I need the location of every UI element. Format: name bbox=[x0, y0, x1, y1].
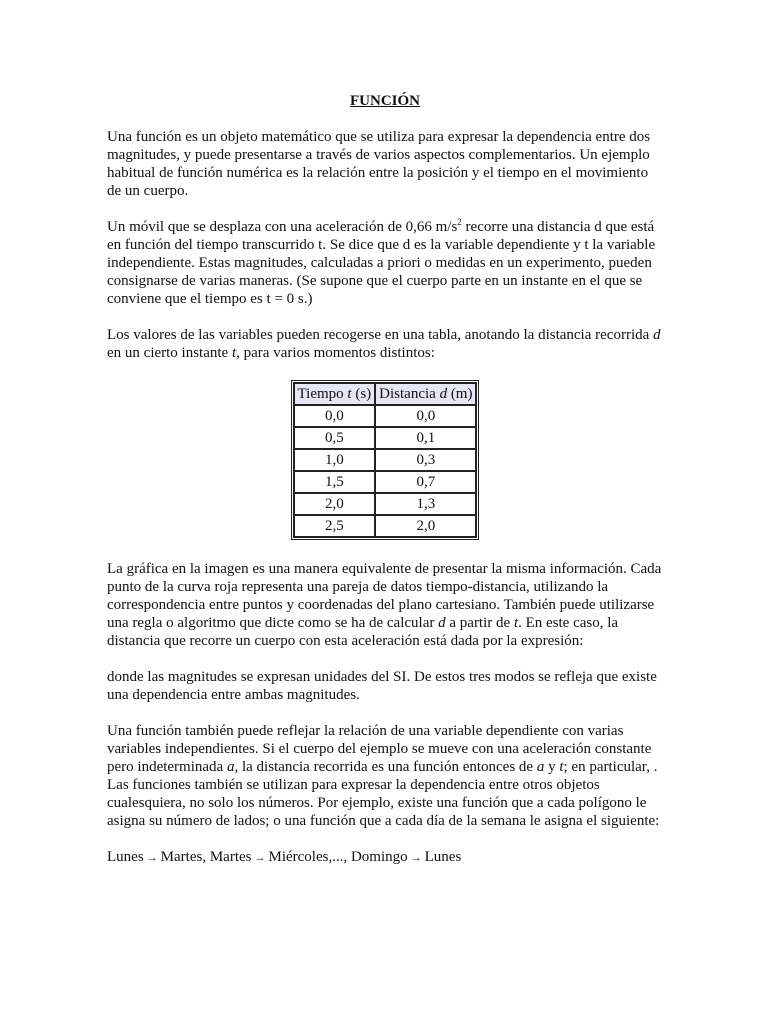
paragraph-tabla-text-b: en un cierto instante bbox=[107, 345, 232, 361]
table-row bbox=[294, 471, 477, 493]
table-cell-tiempo: 1,5 bbox=[294, 471, 376, 493]
day-martes: Martes, Martes bbox=[160, 849, 252, 865]
table-cell-distancia: 1,3 bbox=[375, 493, 476, 515]
paragraph-grafica bbox=[107, 560, 663, 650]
paragraph-tabla-text-a: Los valores de las variables pueden recogerse en una tabla, anotando la distancia recorrida bbox=[107, 327, 654, 343]
column-header-tiempo bbox=[294, 383, 376, 405]
table-cell-tiempo: 0,5 bbox=[294, 427, 376, 449]
column-header-distancia-var: d bbox=[439, 386, 448, 402]
variable-a: a bbox=[536, 759, 545, 775]
column-header-tiempo-var: t bbox=[347, 386, 352, 402]
variable-a: a bbox=[226, 759, 235, 775]
table-cell-distancia: 0,3 bbox=[375, 449, 476, 471]
table-cell-distancia: 0,1 bbox=[375, 427, 476, 449]
table-cell-tiempo: 2,5 bbox=[294, 515, 376, 537]
variable-t: t bbox=[513, 615, 519, 631]
day-lunes: Lunes bbox=[107, 849, 144, 865]
column-header-tiempo-label: Tiempo bbox=[297, 386, 348, 402]
table-cell-distancia: 0,7 bbox=[375, 471, 476, 493]
paragraph-movil-text-b: recorre una distancia d que está en función del tiempo transcurrido t. Se dice que d es la variable dependiente y t la variable independiente. Estas magnitudes, calculadas a priori o medidas en un experimento, pueden consignarse de varias maneras. (Se supone que el cuerpo parte en un instante en el que se conviene que el tiempo es t = 0 s.) bbox=[107, 219, 656, 307]
paragraph-movil-text-a: Un móvil que se desplaza con una aceleración de 0,66 m/s bbox=[107, 219, 458, 235]
table-cell-distancia: 2,0 bbox=[375, 515, 476, 537]
paragraph-grafica-text-c: . En este caso, la distancia que recorre un cuerpo con esta aceleración está dada por la expresión: bbox=[107, 615, 619, 649]
table-row bbox=[294, 405, 477, 427]
days-sequence bbox=[107, 848, 663, 867]
column-header-distancia-unit: (m) bbox=[447, 386, 473, 402]
paragraph-magnitudes-text: donde las magnitudes se expresan unidades del SI. De estos tres modos se refleja que existe una dependencia entre ambas magnitudes. bbox=[107, 669, 657, 703]
arrow-right-icon: → bbox=[146, 852, 158, 864]
table-cell-tiempo: 2,0 bbox=[294, 493, 376, 515]
paragraph-grafica-text-a: La gráfica en la imagen es una manera equivalente de presentar la misma información. Cada punto de la curva roja representa una pareja de datos tiempo-distancia, utilizando la correspondencia entre puntos y coordenadas del plano cartesiano. También puede utilizarse una regla o algoritmo que dicte como se ha de calcular bbox=[107, 561, 662, 631]
table-row bbox=[294, 515, 477, 537]
page-title: FUNCIÓN bbox=[350, 93, 420, 109]
table-cell-distancia: 0,0 bbox=[375, 405, 476, 427]
paragraph-tabla-text-c: , para varios momentos distintos: bbox=[236, 345, 435, 361]
table-header-row bbox=[294, 383, 477, 405]
paragraph-intro-text: Una función es un objeto matemático que se utiliza para expresar la dependencia entre dos magnitudes, y puede presentarse a través de varios aspectos complementarios. Un ejemplo habitual de función numérica es la relación entre la posición y el tiempo en el movimiento de un cuerpo. bbox=[107, 129, 651, 199]
day-miercoles-domingo: Miércoles,..., Domingo bbox=[268, 849, 408, 865]
arrow-right-icon: → bbox=[254, 852, 266, 864]
data-table bbox=[291, 380, 480, 540]
table-row bbox=[294, 427, 477, 449]
column-header-distancia bbox=[375, 383, 476, 405]
variable-t: t bbox=[231, 345, 237, 361]
paragraph-varias-text-b: , la distancia recorrida es una función entonces de bbox=[234, 759, 537, 775]
column-header-distancia-label: Distancia bbox=[379, 386, 440, 402]
superscript-exponent: 2 bbox=[457, 217, 462, 227]
arrow-right-icon: → bbox=[410, 852, 422, 864]
document-body bbox=[107, 92, 663, 885]
variable-d: d bbox=[438, 615, 446, 631]
paragraph-movil bbox=[107, 218, 663, 308]
paragraph-varias-text-d: ; en particular, . Las funciones también se utilizan para expresar la dependencia entre otros objetos cualesquiera, no solo los números. Por ejemplo, existe una función que a cada polígono le asigna su número de lados; o una función que a cada día de la semana le asigna el siguiente: bbox=[107, 759, 660, 829]
table-row bbox=[294, 493, 477, 515]
table-row bbox=[294, 449, 477, 471]
paragraph-varias-text-a: Una función también puede reflejar la relación de una variable dependiente con varias variables independientes. Si el cuerpo del ejemplo se mueve con una aceleración constante pero indeterminada bbox=[107, 723, 652, 775]
table-container bbox=[107, 380, 663, 540]
paragraph-varias-text-c: y bbox=[544, 759, 560, 775]
paragraph-intro bbox=[107, 128, 663, 200]
variable-d: d bbox=[653, 327, 661, 343]
column-header-tiempo-unit: (s) bbox=[351, 386, 372, 402]
paragraph-magnitudes bbox=[107, 668, 663, 704]
variable-t: t bbox=[559, 759, 564, 775]
table-cell-tiempo: 0,0 bbox=[294, 405, 376, 427]
table-cell-tiempo: 1,0 bbox=[294, 449, 376, 471]
paragraph-grafica-text-b: a partir de bbox=[445, 615, 514, 631]
paragraph-varias-variables bbox=[107, 722, 663, 830]
paragraph-tabla bbox=[107, 326, 663, 362]
day-lunes-final: Lunes bbox=[424, 849, 462, 865]
